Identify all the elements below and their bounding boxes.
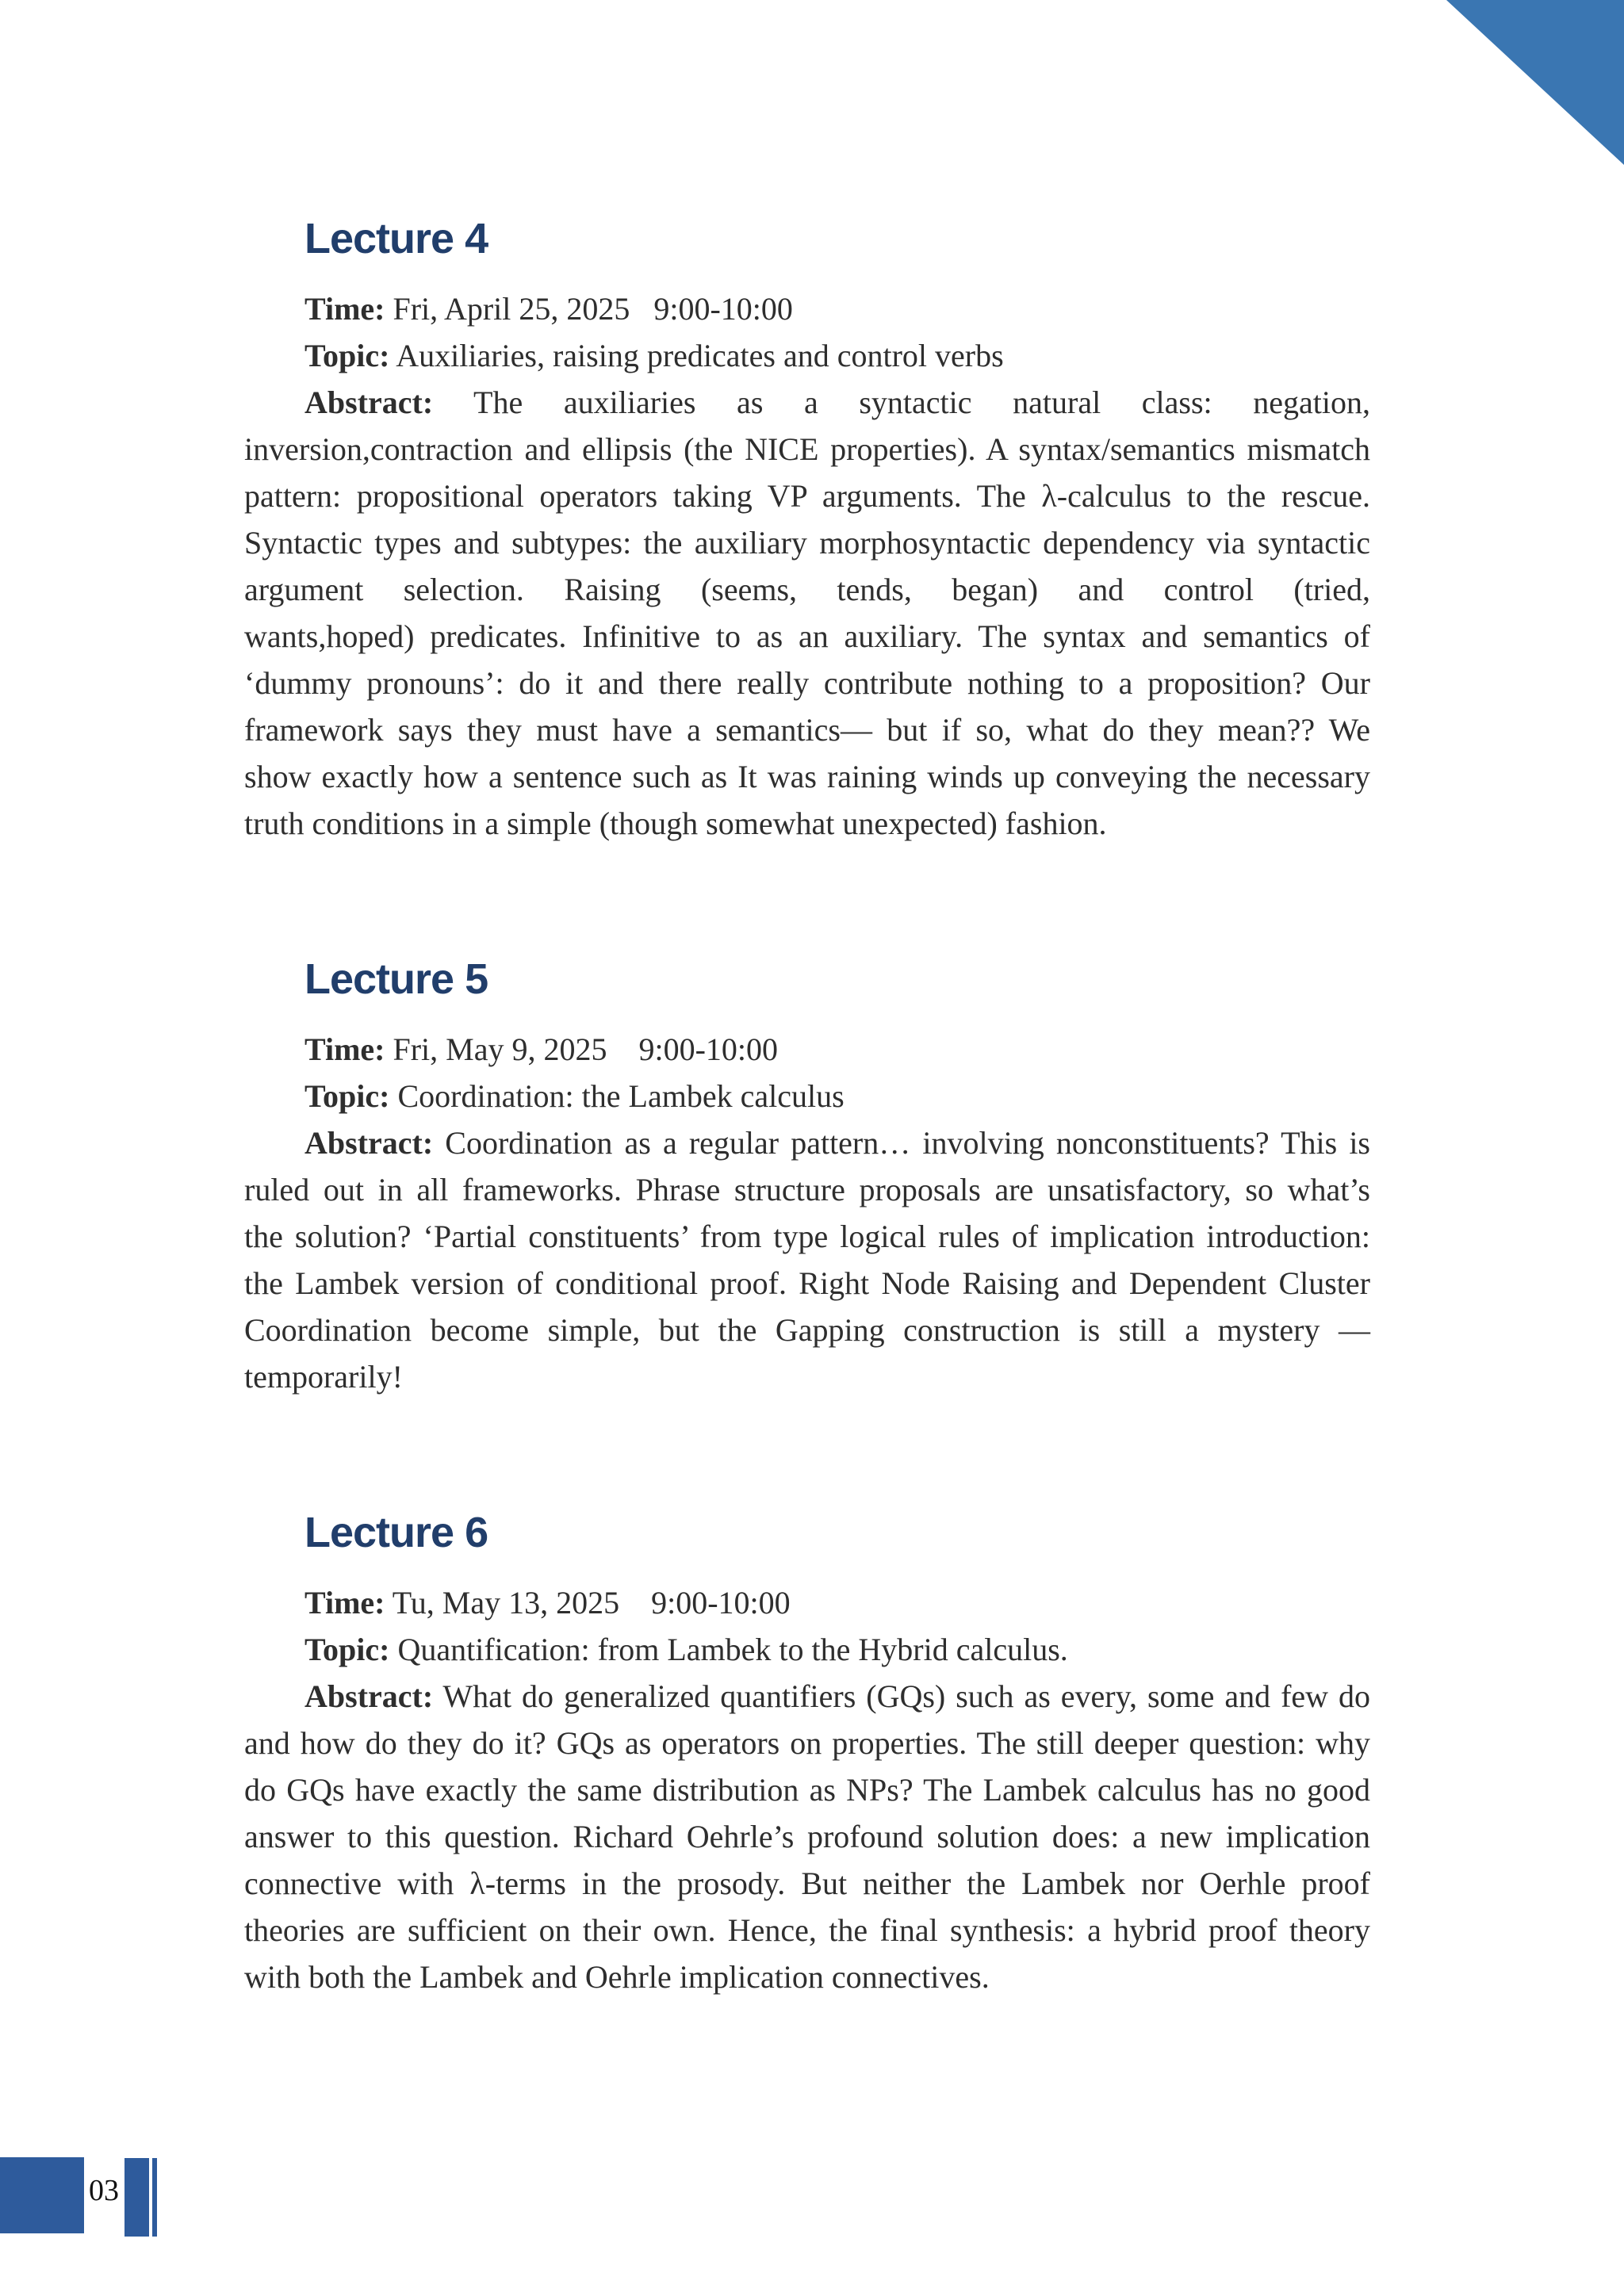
abstract-line: do GQs have exactly the same distribution as NPs? The Lambek calculus has no good — [244, 1772, 1370, 1808]
abstract-line: Coordination become simple, but the Gapping construction is still a mystery — — [244, 1312, 1370, 1348]
topic-value: Coordination: the Lambek calculus — [389, 1078, 845, 1114]
topic-label: Topic: — [304, 1632, 390, 1667]
abstract-line: Abstract: What do generalized quantifiers (GQs) such as every, some and few do — [304, 1678, 1370, 1714]
abstract-line: Abstract: Coordination as a regular pattern… involving nonconstituents? This is — [304, 1125, 1370, 1161]
time-label: Time: — [304, 1585, 385, 1621]
topic-label: Topic: — [304, 1078, 390, 1114]
lecture-abstract — [244, 379, 1370, 847]
abstract-line: connective with λ-terms in the prosody. But neither the Lambek nor Oerhle proof — [244, 1866, 1370, 1901]
lecture-title: Lecture 4 — [304, 215, 488, 262]
abstract-line: ruled out in all frameworks. Phrase structure proposals are unsatisfactory, so what’s — [244, 1172, 1370, 1207]
abstract-line: Abstract: The auxiliaries as a syntactic natural class: negation, — [304, 385, 1370, 420]
abstract-line: inversion,contraction and ellipsis (the NICE properties). A syntax/semantics mismatch — [244, 431, 1370, 467]
abstract-line: truth conditions in a simple (though somewhat unexpected) fashion. — [244, 806, 1107, 841]
topic-value: Quantification: from Lambek to the Hybrid calculus. — [389, 1632, 1068, 1667]
time-value: Tu, May 13, 2025 9:00-10:00 — [385, 1585, 791, 1621]
corner-triangle-decoration — [1446, 0, 1624, 165]
abstract-line: ‘dummy pronouns’: do it and there really contribute nothing to a proposition? Our — [244, 665, 1370, 701]
abstract-line: show exactly how a sentence such as It was raining winds up conveying the necessary — [244, 759, 1370, 794]
topic-value: Auxiliaries, raising predicates and control verbs — [389, 338, 1004, 373]
abstract-line: pattern: propositional operators taking VP arguments. The λ-calculus to the rescue. — [244, 478, 1370, 514]
lecture-abstract — [244, 1119, 1370, 1400]
topic-label: Topic: — [304, 338, 390, 373]
lecture-topic-line — [244, 1626, 1370, 1673]
footer-bar-thin-decoration — [152, 2158, 157, 2237]
lecture-time-line — [244, 285, 1370, 332]
lecture-section — [244, 1508, 1370, 2000]
time-value: Fri, April 25, 2025 9:00-10:00 — [385, 291, 793, 327]
footer-decoration — [0, 2152, 206, 2248]
lecture-section — [244, 214, 1370, 847]
time-label: Time: — [304, 1031, 385, 1067]
abstract-line: wants,hoped) predicates. Infinitive to as an auxiliary. The syntax and semantics of — [244, 618, 1370, 654]
lecture-topic-line — [244, 332, 1370, 379]
footer-square-decoration — [0, 2157, 84, 2233]
footer-bar-decoration — [124, 2158, 149, 2237]
lecture-time-line — [244, 1579, 1370, 1626]
lecture-topic-line — [244, 1073, 1370, 1119]
abstract-line: with both the Lambek and Oehrle implication connectives. — [244, 1959, 990, 1995]
lecture-abstract — [244, 1673, 1370, 2000]
lecture-section — [244, 955, 1370, 1400]
abstract-line: framework says they must have a semantics— but if so, what do they mean?? We — [244, 712, 1370, 748]
abstract-line: and how do they do it? GQs as operators on properties. The still deeper question: why — [244, 1725, 1370, 1761]
lecture-title: Lecture 6 — [304, 1509, 488, 1556]
page-number: 03 — [89, 2174, 119, 2207]
abstract-line: argument selection. Raising (seems, tends, began) and control (tried, — [244, 572, 1370, 607]
abstract-line: theories are sufficient on their own. Hence, the final synthesis: a hybrid proof theory — [244, 1912, 1370, 1948]
lecture-title: Lecture 5 — [304, 955, 488, 1003]
abstract-label: Abstract: — [304, 1125, 434, 1161]
time-label: Time: — [304, 291, 385, 327]
lectures-content — [244, 0, 1370, 2000]
lecture-time-line — [244, 1026, 1370, 1073]
abstract-line: Syntactic types and subtypes: the auxiliary morphosyntactic dependency via syntactic — [244, 525, 1370, 561]
time-value: Fri, May 9, 2025 9:00-10:00 — [385, 1031, 779, 1067]
abstract-line: temporarily! — [244, 1359, 403, 1395]
abstract-label: Abstract: — [304, 385, 434, 420]
abstract-line: answer to this question. Richard Oehrle’s profound solution does: a new implication — [244, 1819, 1370, 1854]
abstract-label: Abstract: — [304, 1678, 434, 1714]
abstract-line: the solution? ‘Partial constituents’ from type logical rules of implication introduction: — [244, 1219, 1370, 1254]
abstract-line: the Lambek version of conditional proof. Right Node Raising and Dependent Cluster — [244, 1265, 1370, 1301]
